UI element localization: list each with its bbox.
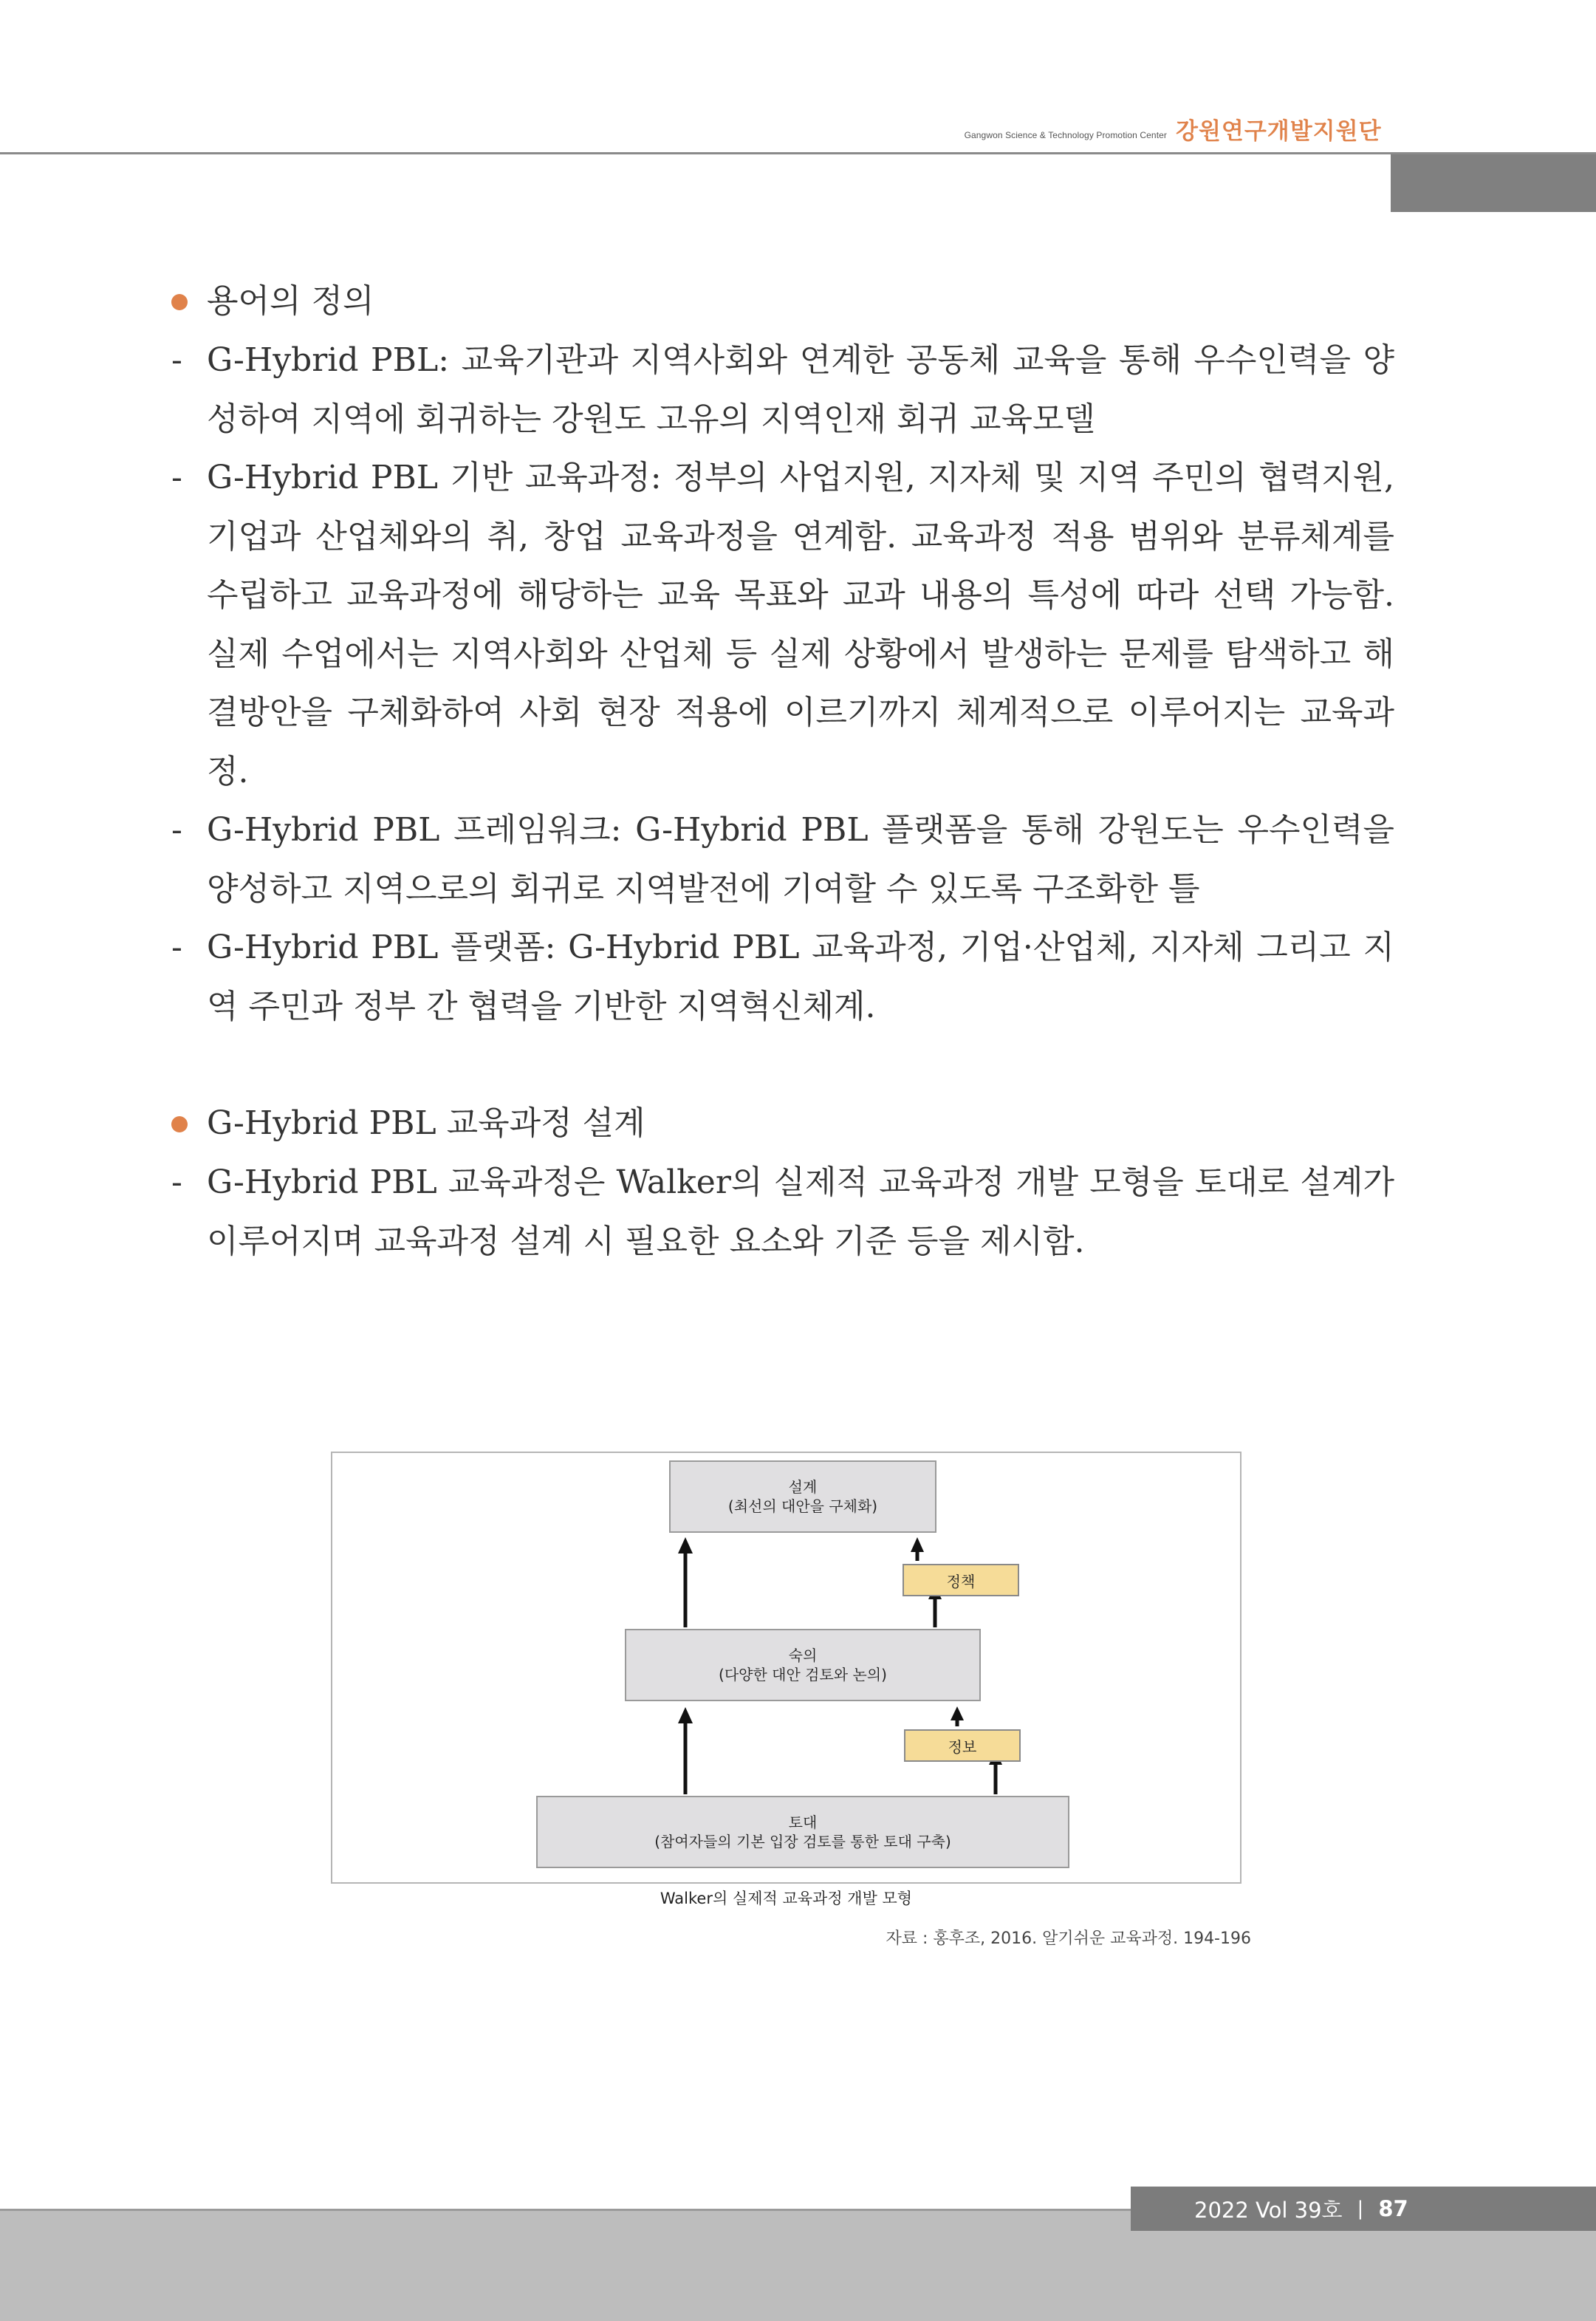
- footer-issue: 2022 Vol 39호: [1194, 2197, 1343, 2223]
- dash-icon: -: [171, 459, 182, 496]
- design-item: - G-Hybrid PBL 교육과정은 Walker의 실제적 교육과정 개발 모형을 토대로 설계가 이루어지며 교육과정 설계 시 필요한 요소와 기준 등을 제시함.: [168, 1153, 1394, 1271]
- deliberation-box: [625, 1629, 981, 1701]
- arrow-info-to-deliberation: [951, 1706, 964, 1726]
- design-box: [669, 1460, 936, 1533]
- definition-item: - G-Hybrid PBL 플랫폼: G-Hybrid PBL 교육과정, 기업·산업체, 지자체 그리고 지역 주민과 정부 간 협력을 기반한 지역혁신체계.: [168, 918, 1394, 1036]
- arrow-policy-to-design: [911, 1537, 924, 1561]
- design-box-subtitle: (최선의 대안을 구체화): [727, 1497, 878, 1515]
- deliberation-box-title: 숙의: [788, 1647, 818, 1664]
- dash-icon: -: [171, 811, 182, 849]
- definition-item: - G-Hybrid PBL: 교육기관과 지역사회와 연계한 공동체 교육을 통해 우수인력을 양성하여 지역에 회귀하는 강원도 고유의 지역인재 회귀 교육모델: [168, 331, 1394, 448]
- footer-issue-tab: [1131, 2187, 1596, 2231]
- arrow-deliberation-to-design: [678, 1537, 693, 1627]
- bullet-dot-icon: [171, 1116, 188, 1132]
- footer-separator: |: [1357, 2198, 1364, 2220]
- design-box-title: 설계: [788, 1478, 818, 1496]
- figure-source: 자료 : 홍후조, 2016. 알기쉬운 교육과정. 194-196: [886, 1929, 1251, 1948]
- body-text: [168, 272, 1394, 1271]
- header-gray-tab: [1391, 154, 1596, 212]
- foundation-box-title: 토대: [788, 1814, 818, 1831]
- definition-item: - G-Hybrid PBL 기반 교육과정: 정부의 사업지원, 지자체 및 지역 주민의 협력지원, 기업과 산업체와의 취, 창업 교육과정을 연계함. 교육과정 적용 범위와 분류체계를 수립하고 교육과정에 해당하는 교육 목표와 교과 내용의 특성에 따라 선택 가능함. 실제 수업에서는 지역사회와 산업체 등 실제 상황에서 발생하는 문제를 탐색하고 해결방안을 구체화하여 사회 현장 적용에 이르기까지 체계적으로 이루어지는 교육과정.: [168, 448, 1394, 801]
- info-tag: 정보: [904, 1729, 1021, 1762]
- figure-caption: Walker의 실제적 교육과정 개발 모형: [660, 1890, 913, 1907]
- arrow-foundation-to-deliberation: [678, 1707, 693, 1794]
- section-title-design: G-Hybrid PBL 교육과정 설계: [168, 1094, 1394, 1153]
- walker-model-figure: [331, 1452, 1241, 1884]
- header-org-english: Gangwon Science & Technology Promotion Center: [964, 130, 1167, 140]
- dash-icon: -: [171, 1163, 182, 1201]
- foundation-box: [536, 1796, 1069, 1868]
- header-divider: [0, 152, 1596, 154]
- page-number: 87: [1378, 2196, 1408, 2221]
- deliberation-box-subtitle: (다양한 대안 검토와 논의): [719, 1666, 887, 1684]
- header-org-korean: 강원연구개발지원단: [1176, 118, 1382, 145]
- policy-tag: 정책: [903, 1564, 1019, 1596]
- dash-icon: -: [171, 929, 182, 966]
- bullet-dot-icon: [171, 294, 188, 310]
- dash-icon: -: [171, 341, 182, 379]
- section-title-definitions: 용어의 정의: [168, 272, 1394, 331]
- foundation-box-subtitle: (참여자들의 기본 입장 검토를 통한 토대 구축): [654, 1833, 951, 1850]
- definition-item: - G-Hybrid PBL 프레임워크: G-Hybrid PBL 플랫폼을 통해 강원도는 우수인력을 양성하고 지역으로의 회귀로 지역발전에 기여할 수 있도록 구조화한 틀: [168, 801, 1394, 918]
